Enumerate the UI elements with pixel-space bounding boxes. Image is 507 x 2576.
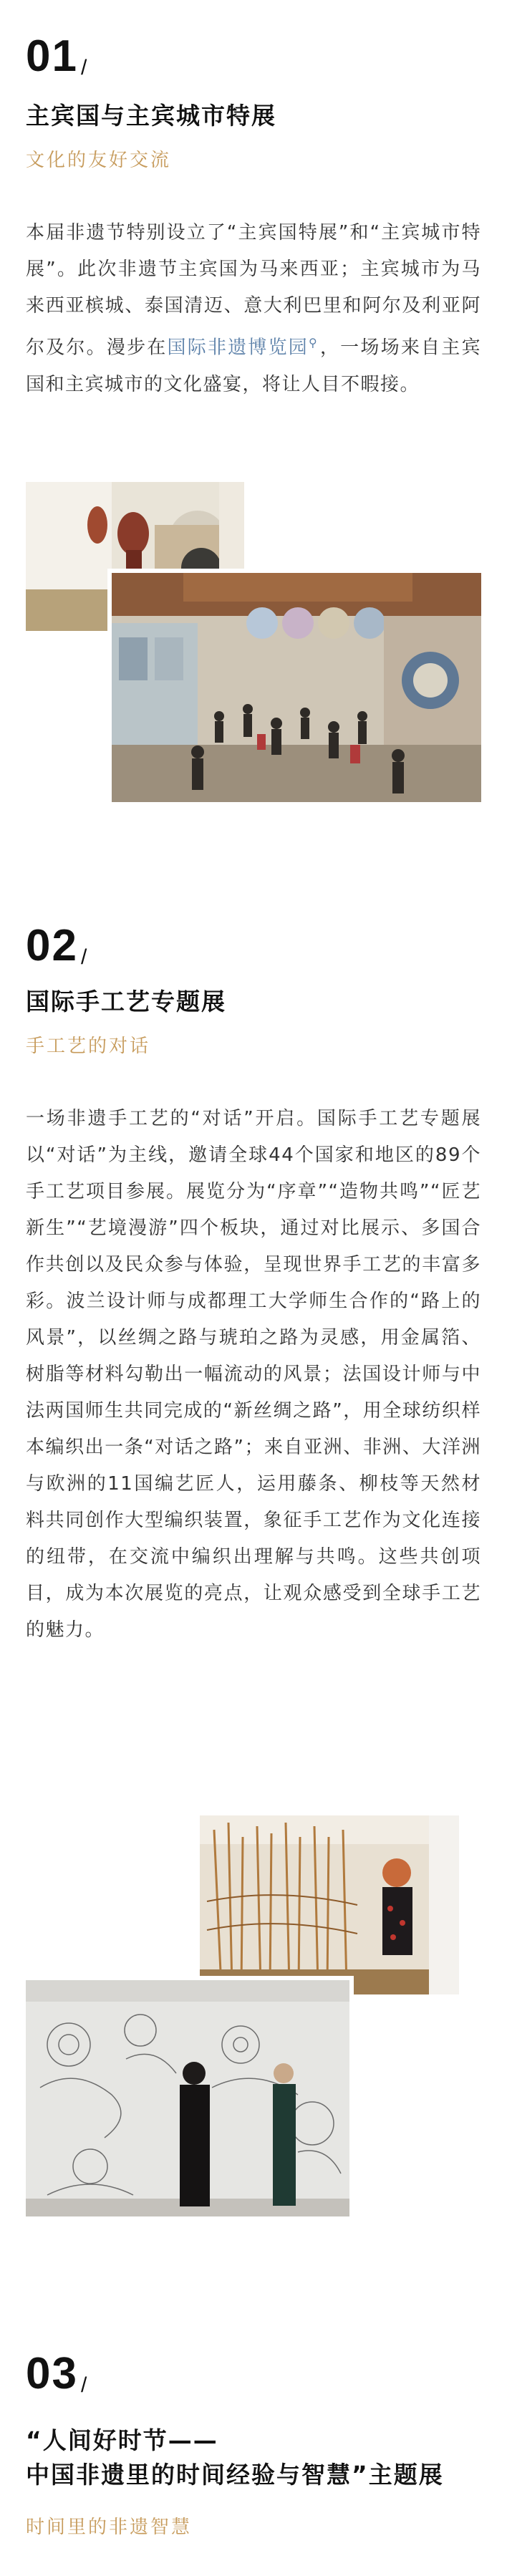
- section-number: 03 /: [26, 2349, 89, 2398]
- section-subtitle: 时间里的非遗智慧: [26, 2517, 193, 2538]
- section-subtitle: 文化的友好交流: [26, 150, 172, 171]
- search-icon: ⚲: [309, 336, 319, 349]
- section-title: 国际手工艺专题展: [26, 988, 226, 1016]
- section-number: 02 /: [26, 921, 89, 970]
- drawing-wall-photo: [21, 1976, 354, 2221]
- section-handicraft: [0, 881, 507, 2270]
- section-title-line-1: “人间好时节——: [26, 2426, 218, 2454]
- section-title: [26, 2423, 444, 2492]
- section-title: 主宾国与主宾城市特展: [26, 102, 276, 130]
- section-theme-exhibition: [0, 2270, 507, 2576]
- section-subtitle: 手工艺的对话: [26, 1036, 151, 1057]
- section-title-line-2: 中国非遗里的时间经验与智慧”主题展: [26, 2460, 444, 2489]
- section-paragraph: 一场非遗手工艺的“对话”开启。国际手工艺专题展以“对话”为主线，邀请全球44个国家和地区的89个手工艺项目参展。展览分为“序章”“造物共鸣”“匠艺新生”“艺境漫游”四个板块，通过对比展示、多国合作共创以及民众参与体验，呈现世界手工艺的丰富多彩。波兰设计师与成都理工大学师生合作的“路上的风景”，以丝绸之路与琥珀之路为灵感，用金属箔、树脂等材料勾勒出一幅流动的风景；法国设计师与中法两国师生共同完成的“新丝绸之路”，用全球纺织样本编织出一条“对话之路”；来自亚洲、非洲、大洋洲与欧洲的11国编艺匠人，运用藤条、柳枝等天然材料共同创作大型编织装置，象征手工艺作为文化连接的纽带，在交流中编织出理解与共鸣。这些共创项目，成为本次展览的亮点，让观众感受到全球手工艺的魅力。: [26, 1108, 481, 1641]
- weaving-installation-photo: [200, 1815, 459, 1994]
- expo-park-link[interactable]: 国际非遗博览园: [167, 337, 309, 359]
- section-host-country: [0, 0, 507, 845]
- expo-crowd-photo: [107, 569, 486, 806]
- section-paragraph: 本届非遗节特别设立了“主宾国特展”和“主宾城市特展”。此次非遗节主宾国为马来西亚；主宾城市为马来西亚槟城、泰国清迈、意大利巴里和阿尔及利亚阿尔及尔。漫步在国际非遗博览园⚲，一场场来自主宾国和主宾城市的文化盛宴，将让人目不暇接。: [26, 222, 481, 395]
- section-number: 01 /: [26, 32, 89, 81]
